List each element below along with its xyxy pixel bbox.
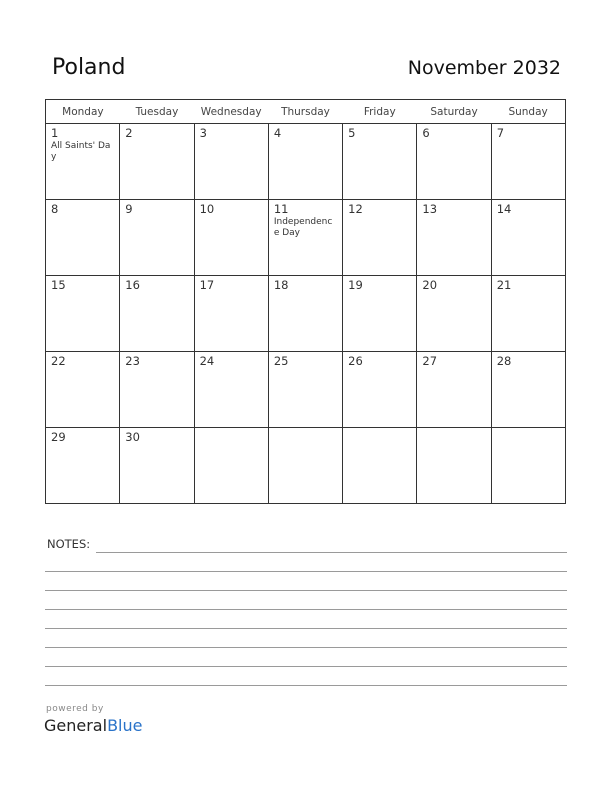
calendar-grid	[45, 99, 566, 504]
day-number: 16	[125, 278, 140, 292]
day-cell	[343, 124, 417, 200]
calendar-week-row	[46, 200, 566, 276]
brand-general: General	[44, 716, 108, 735]
day-cell	[268, 428, 342, 504]
notes-line	[45, 685, 567, 686]
notes-line	[45, 590, 567, 591]
calendar-week-row	[46, 352, 566, 428]
notes-line	[45, 647, 567, 648]
day-number: 25	[273, 354, 289, 368]
weekday-thursday: Thursday	[268, 100, 342, 124]
calendar-week-row	[46, 276, 566, 352]
day-number: 20	[422, 278, 438, 292]
notes-line	[96, 552, 567, 553]
day-number: 14	[496, 202, 512, 216]
day-cell	[417, 352, 491, 428]
day-cell	[120, 276, 194, 352]
day-number: 3	[199, 126, 207, 140]
day-cell	[46, 124, 120, 200]
calendar-week-row	[46, 124, 566, 200]
day-cell	[491, 276, 565, 352]
holiday-label: All Saints' Day	[51, 141, 111, 162]
day-number: 13	[422, 202, 438, 216]
day-number: 24	[199, 354, 215, 368]
day-cell	[491, 200, 565, 276]
notes-line	[45, 628, 567, 629]
day-number: 11	[273, 202, 289, 216]
day-number: 29	[51, 430, 66, 444]
notes-line	[45, 666, 567, 667]
day-cell	[417, 124, 491, 200]
day-number: 19	[348, 278, 363, 292]
day-cell	[194, 352, 268, 428]
day-number: 10	[199, 202, 215, 216]
weekday-tuesday: Tuesday	[120, 100, 194, 124]
day-cell	[120, 124, 194, 200]
day-cell	[343, 200, 417, 276]
day-cell	[194, 276, 268, 352]
day-number: 4	[273, 126, 282, 140]
day-cell	[417, 200, 491, 276]
day-cell	[194, 124, 268, 200]
day-cell	[417, 428, 491, 504]
powered-by-text: powered by	[46, 704, 104, 714]
day-number: 21	[496, 278, 512, 292]
day-cell	[491, 124, 565, 200]
day-number: 15	[51, 278, 66, 292]
calendar-week-row	[46, 428, 566, 504]
day-cell	[343, 428, 417, 504]
day-number: 27	[422, 354, 438, 368]
country-title: Poland	[52, 55, 126, 80]
day-number: 6	[422, 126, 430, 140]
day-number: 8	[51, 202, 59, 216]
day-cell	[491, 428, 565, 504]
day-cell	[46, 352, 120, 428]
day-number: 30	[125, 430, 140, 444]
day-cell	[343, 276, 417, 352]
day-cell	[120, 200, 194, 276]
day-number: 9	[125, 202, 133, 216]
month-year-title: November 2032	[407, 57, 561, 79]
day-cell	[268, 200, 342, 276]
day-number: 1	[51, 126, 59, 140]
day-number: 18	[273, 278, 289, 292]
day-number: 5	[348, 126, 356, 140]
day-number: 17	[199, 278, 215, 292]
brand-blue: Blue	[107, 716, 143, 735]
day-cell	[491, 352, 565, 428]
day-cell	[46, 428, 120, 504]
notes-label: NOTES:	[47, 537, 91, 551]
day-cell	[417, 276, 491, 352]
weekday-monday: Monday	[46, 100, 120, 124]
day-number: 12	[348, 202, 363, 216]
weekday-saturday: Saturday	[417, 100, 491, 124]
day-number: 23	[125, 354, 140, 368]
weekday-friday: Friday	[343, 100, 417, 124]
day-cell	[46, 200, 120, 276]
day-number: 2	[125, 126, 133, 140]
day-cell	[194, 200, 268, 276]
day-number: 22	[51, 354, 66, 368]
generalblue-logo[interactable]	[44, 716, 142, 735]
notes-line	[45, 571, 567, 572]
weekday-header-row	[46, 100, 566, 124]
day-number: 28	[496, 354, 512, 368]
day-cell	[268, 352, 342, 428]
day-number: 7	[496, 126, 505, 140]
day-number: 26	[348, 354, 363, 368]
day-cell	[194, 428, 268, 504]
weekday-wednesday: Wednesday	[194, 100, 268, 124]
day-cell	[120, 352, 194, 428]
day-cell	[268, 276, 342, 352]
day-cell	[120, 428, 194, 504]
weekday-sunday: Sunday	[491, 100, 565, 124]
notes-line	[45, 609, 567, 610]
day-cell	[343, 352, 417, 428]
day-cell	[46, 276, 120, 352]
day-cell	[268, 124, 342, 200]
holiday-label: Independence Day	[273, 217, 333, 238]
